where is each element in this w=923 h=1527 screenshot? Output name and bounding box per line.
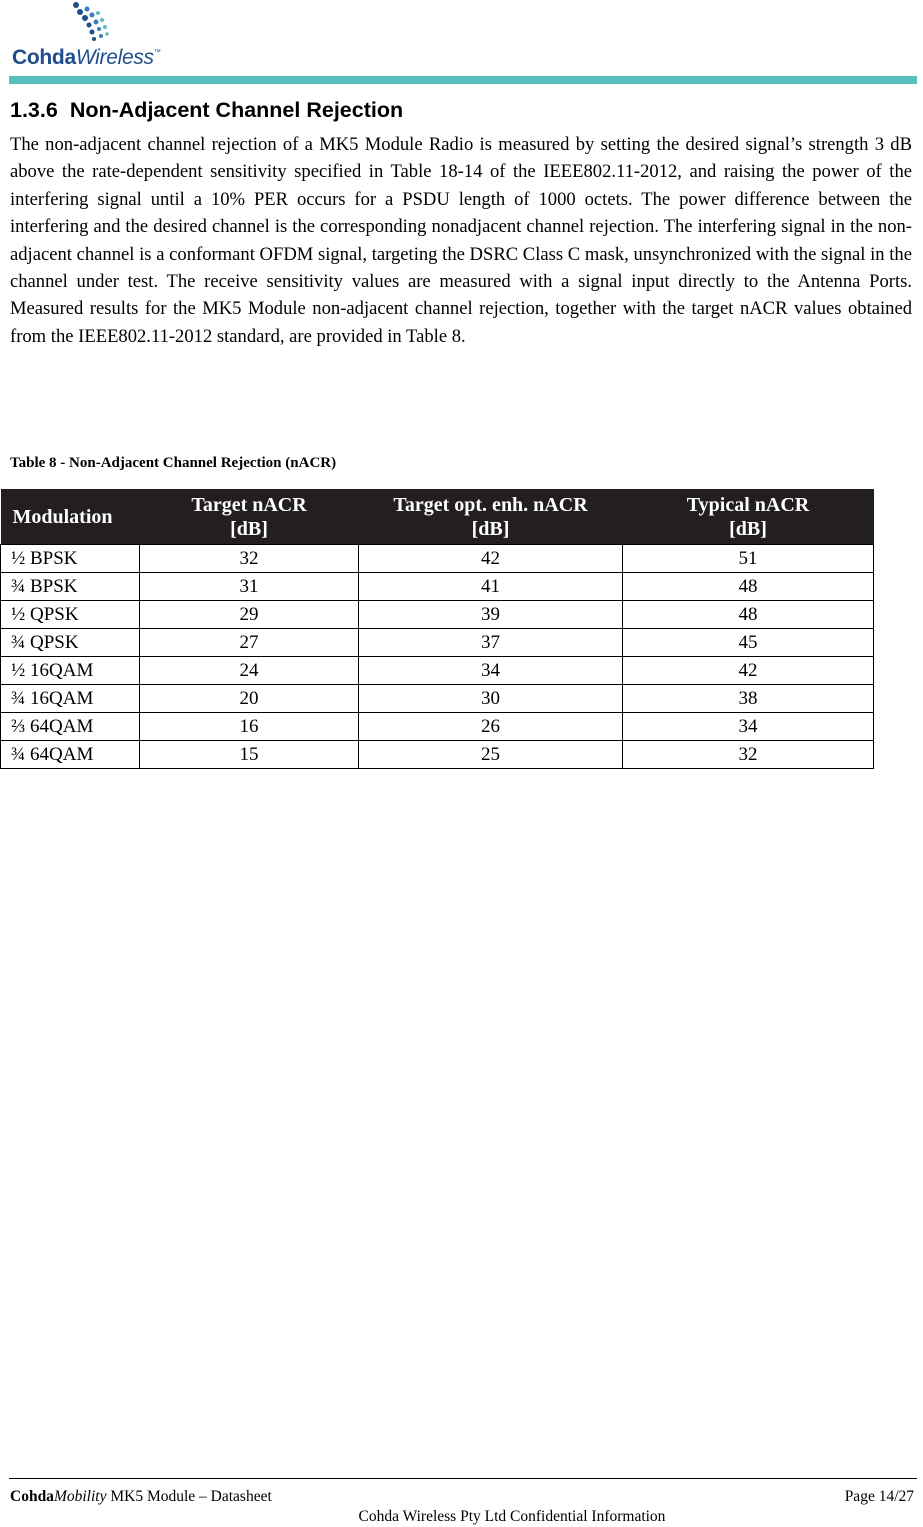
table-cell: ¾ 16QAM — [1, 685, 140, 713]
column-header — [1, 489, 140, 545]
logo-brand-bold: Cohda — [12, 46, 76, 69]
table-row — [1, 685, 874, 713]
column-header-label: Modulation — [12, 505, 113, 528]
column-header-label: Target nACR — [191, 493, 307, 516]
table-cell: ¾ 64QAM — [1, 741, 140, 769]
logo-dots-icon — [70, 0, 120, 44]
logo-wordmark — [12, 46, 160, 70]
table-cell: 16 — [140, 713, 359, 741]
footer-doc-name: MK5 Module – Datasheet — [106, 1488, 272, 1505]
table-cell: 34 — [623, 713, 874, 741]
table-cell: ¾ BPSK — [1, 573, 140, 601]
column-header-unit: [dB] — [471, 517, 510, 540]
footer-divider — [9, 1478, 917, 1479]
header-divider — [9, 76, 917, 84]
table-caption: Table 8 - Non-Adjacent Channel Rejection (nACR) — [10, 455, 337, 471]
body-paragraph: The non-adjacent channel rejection of a MK5 Module Radio is measured by setting the desired signal’s strength 3 dB above the rate-dependent sensitivity specified in Table 18-14 of the IEEE802.11-2012, and raising the power of the interfering signal until a 10% PER occurs for a PSDU length of 1000 octets. The power difference between the interfering and the desired channel is the corresponding nonadjacent channel rejection. The interfering signal in the non-adjacent channel is a conformant OFDM signal, targeting the DSRC Class C mask, unsynchronized with the signal in the channel under test. The receive sensitivity values are measured with a signal input directly to the Antenna Ports. Measured results for the MK5 Module non-adjacent channel rejection, together with the target nACR values obtained from the IEEE802.11-2012 standard, are provided in Table 8. — [10, 134, 912, 347]
nacr-table — [0, 489, 874, 769]
confidential-notice: Cohda Wireless Pty Ltd Confidential Information — [358, 1508, 666, 1525]
table-cell: 48 — [623, 573, 874, 601]
table-cell: ⅔ 64QAM — [1, 713, 140, 741]
table-header-row — [1, 489, 874, 545]
table-cell: 42 — [623, 657, 874, 685]
logo-brand-italic: Wireless — [75, 46, 154, 69]
table-cell: 37 — [359, 629, 623, 657]
table-cell: 20 — [140, 685, 359, 713]
table-cell: 15 — [140, 741, 359, 769]
table-row — [1, 741, 874, 769]
logo-trademark: ™ — [153, 49, 161, 56]
footer-brand-italic: Mobility — [53, 1488, 107, 1505]
table-cell: ½ 16QAM — [1, 657, 140, 685]
table-row — [1, 545, 874, 573]
table-row — [1, 657, 874, 685]
section-heading — [10, 98, 403, 123]
footer-document-title — [10, 1488, 272, 1506]
table-row — [1, 713, 874, 741]
table-cell: 25 — [359, 741, 623, 769]
table-cell: 34 — [359, 657, 623, 685]
column-header — [140, 489, 359, 545]
column-header-unit: [dB] — [230, 517, 268, 540]
section-number: 1.3.6 — [10, 98, 58, 122]
company-logo — [10, 0, 180, 72]
column-header-label: Target opt. enh. nACR — [393, 493, 588, 516]
column-header-unit: [dB] — [729, 517, 767, 540]
table-cell: 27 — [140, 629, 359, 657]
table-cell: 29 — [140, 601, 359, 629]
table-row — [1, 629, 874, 657]
column-header — [623, 489, 874, 545]
column-header-label: Typical nACR — [686, 493, 810, 516]
table-cell: 31 — [140, 573, 359, 601]
footer-brand-bold: Cohda — [10, 1488, 54, 1505]
table-cell: ¾ QPSK — [1, 629, 140, 657]
table-cell: 39 — [359, 601, 623, 629]
table-cell: 32 — [623, 741, 874, 769]
table-cell: 51 — [623, 545, 874, 573]
table-cell: ½ BPSK — [1, 545, 140, 573]
column-header — [359, 489, 623, 545]
table-cell: 41 — [359, 573, 623, 601]
table-cell: 48 — [623, 601, 874, 629]
table-cell: 38 — [623, 685, 874, 713]
table-cell: 26 — [359, 713, 623, 741]
table-cell: 24 — [140, 657, 359, 685]
table-cell: 32 — [140, 545, 359, 573]
table-cell: 45 — [623, 629, 874, 657]
section-title: Non-Adjacent Channel Rejection — [69, 98, 404, 122]
table-cell: 30 — [359, 685, 623, 713]
table-cell: ½ QPSK — [1, 601, 140, 629]
table-row — [1, 573, 874, 601]
table-cell: 42 — [359, 545, 623, 573]
table-row — [1, 601, 874, 629]
page-number: Page 14/27 — [844, 1488, 914, 1505]
